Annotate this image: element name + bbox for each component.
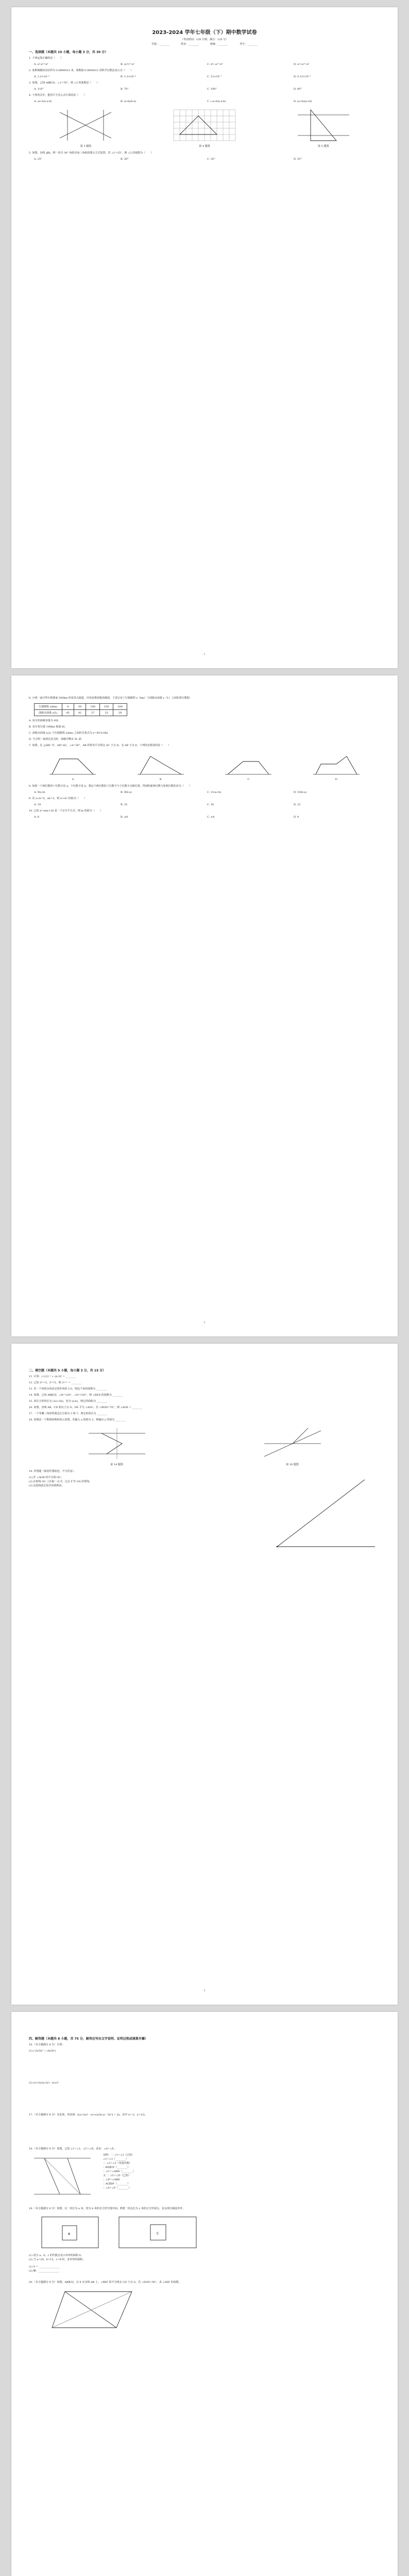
option-diagram <box>47 751 98 777</box>
proof-step: ∴ ∠A=∠F（________） <box>103 2187 131 2190</box>
option: D. a²+a³=a⁵ <box>294 63 310 66</box>
page-3 <box>11 1344 398 2005</box>
construction-step: (2) 在射线 OC 上任取一点 P，过点 P 作 OA 的垂线。 <box>29 1480 92 1483</box>
sub-question: (2) 当 a=20，b=15，c=8 时，求草坪的面积。 <box>29 2258 86 2261</box>
option: D. 4 <box>294 816 299 819</box>
table-cell: 油箱余油量 y(L) <box>35 710 62 716</box>
rectangle-garden-diagram <box>39 2214 101 2250</box>
proof-steps <box>103 2153 135 2199</box>
section-heading: 四、解答题（本题共 8 小题，共 75 分，解答应写出文字说明、证明过程或演算步骤） <box>29 2037 148 2041</box>
page-number: 2 <box>203 1321 206 1324</box>
figure-triangle <box>295 107 352 148</box>
option: B. 70° <box>121 88 129 91</box>
table-cell: 200 <box>113 704 127 710</box>
proof-diagram <box>29 2153 96 2199</box>
exam-subtitle: （考试时间：120 分钟，满分：120 分） <box>180 38 229 41</box>
question-6-option-d: D. 当小明一家到达景点时，油箱中剩余 5L 油 <box>29 738 81 741</box>
option: C. 16 <box>207 803 214 806</box>
table-cell: 33 <box>99 710 113 716</box>
question-6-option-b: B. 该车每行驶 100km 耗油 8L <box>29 725 65 728</box>
figure-row <box>29 107 380 148</box>
question-7: 7. 如图，在 △ABC 中，AB=AC，∠A=36°，AB 的垂直平分线交 AC 于点 D，交 AB 于点 E，下列结论错误的是（ ） <box>29 744 171 747</box>
page-number: 1 <box>203 653 206 656</box>
proof-step: ∴ BD∥CE（________） <box>103 2166 130 2169</box>
fill-question: 14. 如图，已知 AB∥CD，∠B=120°，∠D=150°，则 ∠BED 的度数为 ________ <box>29 1394 123 1397</box>
student-info-fields <box>29 42 380 46</box>
sub-question: (2) (x+2y)(x-2y) - (x-y)² <box>29 2081 59 2084</box>
construction-text <box>29 1469 260 1552</box>
option-diagram <box>311 751 362 777</box>
proof-step: ∴ ∠2=∠3（等量代换） <box>103 2162 132 2165</box>
figure-caption: 第 14 题图 <box>110 1463 123 1466</box>
figure-caption: 第 5 题图 <box>317 145 329 148</box>
class-field: 班级：________ <box>210 43 229 46</box>
question-4-options <box>34 99 380 104</box>
sub-question: (1) (-2a²b)³ ÷ (4a³b²) <box>29 2049 56 2053</box>
question-5: 5. 如图，直线 a∥b，将一块含 30° 角的直角三角板按图示方式放置，若 ∠1=25°，则 ∠2 的度数为（ ） <box>29 151 154 155</box>
table-cell: 29 <box>113 710 127 716</box>
construction-block <box>29 1469 380 1552</box>
option: B. 30° <box>121 158 129 161</box>
proof-step: 证明：∵ ∠1=∠2（已知） <box>103 2154 134 2157</box>
figure-caption: B <box>159 778 162 781</box>
figure-caption: 第 4 题图 <box>199 145 210 148</box>
option-diagram <box>223 751 274 777</box>
option-figure <box>311 751 362 781</box>
option: D. 10(b-a) <box>294 791 307 794</box>
option: C. 100° <box>207 88 217 91</box>
figure-parallel-lines <box>57 107 114 148</box>
proof-block <box>29 2153 380 2199</box>
fuel-data-table <box>34 703 127 716</box>
page-2 <box>11 675 398 1336</box>
proof-step: ∴ ∠D=∠ABD <box>103 2178 120 2181</box>
figure-caption: 第 16 题图 <box>286 1463 299 1466</box>
option: D. 55° <box>294 158 302 161</box>
figure-caption: D <box>335 778 337 781</box>
question-16: 16.（本小题满分 8 分）计算： <box>29 2043 65 2046</box>
parallel-lines-diagram <box>57 107 114 143</box>
option: A. 9(a-b) <box>34 791 45 794</box>
construction-question: 19. 作图题（保留作图痕迹，不写作法）： <box>29 1470 77 1473</box>
option: C. 11(a+b) <box>207 791 221 794</box>
name-field: 姓名：________ <box>180 43 199 46</box>
question-6-option-c: C. 油箱余油量 y(L) 与行驶路程 x(km) 之间的关系式为 y=45-0.08x <box>29 732 108 735</box>
option: C. 12×10⁻⁷ <box>207 75 222 78</box>
proof-step: 又 ∵ ∠C=∠D（已知） <box>103 2174 131 2177</box>
question-6-option-a: A. 该车的油箱容量为 45L <box>29 719 59 722</box>
triangle-ruler-diagram <box>295 107 352 143</box>
rectangle-lawn-diagram <box>116 2214 199 2250</box>
figure-grid <box>171 107 238 148</box>
angle-diagram <box>86 1426 148 1462</box>
option: A. a²·a³=a⁶ <box>34 63 48 66</box>
question-10-options <box>34 815 380 820</box>
option: C. a⁶÷a²=a⁴ <box>207 63 223 66</box>
question-8: 8. 如果一个两位数的十位数字是 a，个位数字是 b，将这个两位数的十位数字与个位数字交换位置，得到的新两位数与原两位数的差为（ ） <box>29 785 192 788</box>
option: A. 110° <box>34 88 44 91</box>
fill-question: 12. 已知 2ᵐ=3，2ⁿ=5，则 2ᵐ⁺ⁿ = ________ <box>29 1381 82 1384</box>
question-3-options <box>34 87 380 92</box>
table-cell: 150 <box>99 704 113 710</box>
figure-row <box>29 1426 380 1466</box>
school-field: 学校：________ <box>151 43 169 46</box>
fill-question: 16. 如图，直线 AB、CD 相交于点 O，OE 平分 ∠AOC，若 ∠BOD=70°，则 ∠AOE = ________ <box>29 1406 143 1409</box>
figure-caption: 第 3 题图 <box>80 145 92 148</box>
option: B. ±8 <box>121 816 128 819</box>
proof-step: ∠1=∠3（________） <box>103 2158 128 2161</box>
option-figure <box>135 751 186 781</box>
question-9: 9. 若 a+b=5，ab=3，则 a²+b² 的值为（ ） <box>29 797 87 800</box>
option: C. ±4 <box>207 816 215 819</box>
table-row <box>35 710 127 716</box>
option: B. (a³)²=a⁵ <box>121 63 134 66</box>
option: B. 9(b-a) <box>121 791 132 794</box>
fill-question: 17. 一个等腰三角形的两边长分别为 3 和 7，则它的周长为 ________ <box>29 1412 108 1415</box>
question-20: 20.（本小题满分 9 分）如图，AB∥CD，点 E 在直线 AB 上，∠BEF 的平分线交 CD 于点 G，若 ∠EGD=50°，求 ∠AEF 的度数。 <box>29 2281 181 2284</box>
option: A. (a+b)(-a-b) <box>34 100 52 103</box>
fill-question: 13. 若一个角的余角是它的补角的 1/3，则这个角的度数为 ________ <box>29 1387 107 1391</box>
table-cell: 行驶路程 x(km) <box>35 704 62 710</box>
option: B. 25 <box>121 803 128 806</box>
page-1 <box>11 7 398 668</box>
option: D. 22 <box>294 803 301 806</box>
question-3: 3. 如图，已知 AB∥CD，∠1=70°，则 ∠2 的度数是（ ） <box>29 81 99 84</box>
lawn-label: C <box>157 2232 159 2235</box>
garden-label: A <box>68 2232 71 2236</box>
option: D. 0.12×10⁻⁵ <box>294 75 311 78</box>
fill-line: (1) S = ________________ <box>29 2265 60 2268</box>
question-6: 6. 小明一家自驾车到离家 500km 的某景点旅游，出发前将油箱加满油，下表记录了行驶路程 x（km）与油箱余油量 y（L）之间的部分数据： <box>29 697 192 700</box>
table-cell: 50 <box>74 704 86 710</box>
answer-space <box>29 2119 380 2147</box>
figure-caption: A <box>72 778 74 781</box>
section-heading: 二、填空题（本题共 5 小题，每小题 3 分，共 15 分） <box>29 1369 106 1372</box>
table-cell: 45 <box>62 710 74 716</box>
parallelogram-diagram <box>49 2286 137 2333</box>
option: B. 1.2×10⁻⁶ <box>121 75 136 78</box>
table-row <box>35 704 127 710</box>
fill-question: 18. 如图是一个数值转换机的示意图，若输入 x 的值为 3，则输出 y 的值为 ________ <box>29 1418 126 1421</box>
table-cell: 100 <box>86 704 100 710</box>
question-8-options <box>34 790 380 795</box>
fill-question: 11. 计算：(-1/2)⁻² + (π-3)⁰ = ________ <box>29 1375 76 1378</box>
question-19: 19.（本小题满分 9 分）如图，在一块长为 a 米、宽为 b 米的长方形空地中间，修建一块边长为 c 米的正方形花坛，其余部分铺设草坪。 <box>29 2207 185 2210</box>
option: A. 8 <box>34 816 39 819</box>
angle-construction-diagram <box>267 1469 380 1552</box>
question-17: 17.（本小题满分 8 分）先化简，再求值：[(x+2y)² - (x+y)(3x-y) - 5y²] ÷ 2x，其中 x=-2，y=1/2。 <box>29 2113 147 2116</box>
question-1: 1. 下列运算正确的是（ ） <box>29 57 63 60</box>
question-18: 18.（本小题满分 9 分）如图，已知 ∠1=∠2，∠C=∠D，求证：∠A=∠F。 <box>29 2147 116 2150</box>
option: B. (a-b)(b-a) <box>121 100 137 103</box>
question-5-options <box>34 157 380 162</box>
option: D. (a+b)(a+b) <box>294 100 312 103</box>
option: A. 19 <box>34 803 41 806</box>
question-2-options <box>34 75 380 79</box>
table-cell: 0 <box>62 704 74 710</box>
option: A. 1.2×10⁻⁵ <box>34 75 49 78</box>
option-figure <box>47 751 98 781</box>
intersecting-lines-diagram <box>262 1426 323 1462</box>
option: A. 25° <box>34 158 42 161</box>
figure-row <box>29 751 380 781</box>
fill-question: 15. 某长方形的长为 (2a+3b)，宽为 (a-b)，则它的面积为 ________ <box>29 1400 107 1403</box>
figure-16 <box>262 1426 323 1466</box>
construction-step: (1) 作 ∠AOB 的平分线 OC； <box>29 1476 63 1479</box>
option-diagram <box>135 751 186 777</box>
construction-step: (3) 比较线段长短并说明理由。 <box>29 1484 64 1487</box>
option-figure <box>223 751 274 781</box>
answer-space <box>29 2085 380 2113</box>
section-heading: 一、选择题（本题共 10 小题，每小题 3 分，共 30 分） <box>29 50 108 54</box>
id-field: 考号：________ <box>240 43 258 46</box>
figure-14 <box>86 1426 148 1466</box>
question-1-options <box>34 62 380 67</box>
option: C. 35° <box>207 158 215 161</box>
question-4: 4. 下列各式中，能用平方差公式计算的是（ ） <box>29 94 87 97</box>
page-4 <box>11 2012 398 2576</box>
grid-diagram <box>171 107 238 143</box>
question-2: 2. 某种细胞的直径约为 0.0000012 米，将数据 0.0000012 用科学记数法表示为（ ） <box>29 69 133 72</box>
option: D. 60° <box>294 88 302 91</box>
question-9-options <box>34 803 380 807</box>
answer-space <box>29 2053 380 2081</box>
table-cell: 37 <box>86 710 100 716</box>
fill-line: (2) 解：________________ <box>29 2269 59 2273</box>
sub-question: (1) 用含 a、b、c 的代数式表示草坪的面积 S； <box>29 2254 83 2257</box>
figure-row <box>39 2214 380 2250</box>
proof-step: ∴ AC∥DF（________） <box>103 2182 130 2185</box>
option: C. (-a+b)(-a-b) <box>207 100 226 103</box>
exam-title: 2023-2024 学年七年级（下）期中数学试卷 <box>152 30 257 36</box>
page-number: 3 <box>203 1989 206 1992</box>
question-10: 10. 已知 x²+mx+16 是一个完全平方式，则 m 的值为（ ） <box>29 809 103 812</box>
figure-caption: C <box>247 778 250 781</box>
table-cell: 41 <box>74 710 86 716</box>
proof-step: ∴ ∠C=∠ABD（________） <box>103 2170 135 2173</box>
